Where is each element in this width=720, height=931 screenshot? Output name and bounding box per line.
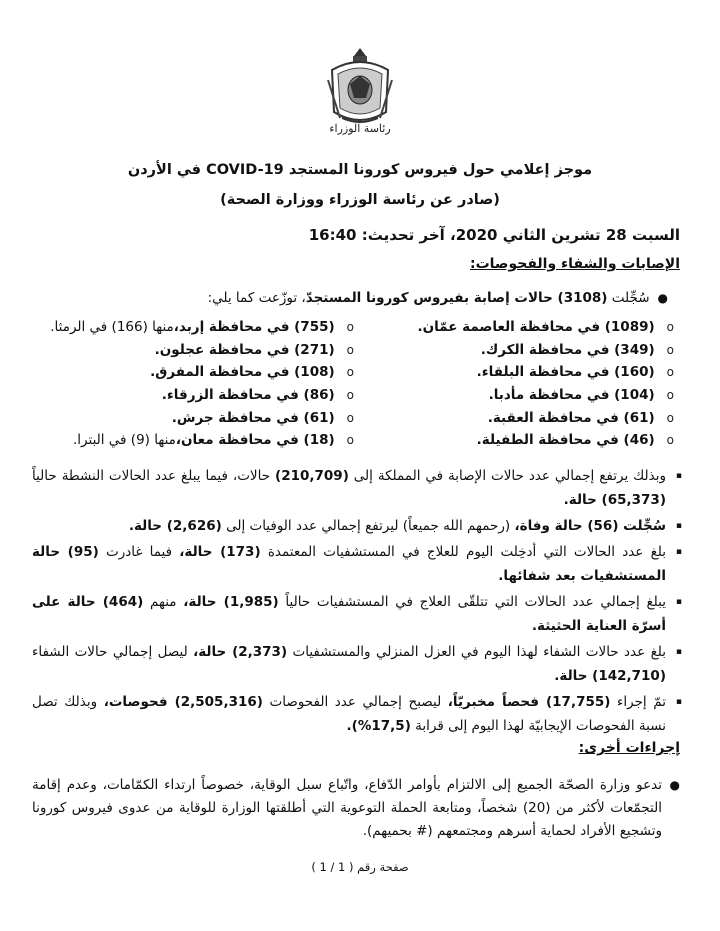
page-number: صفحة رقم ( 1 / 1 ) [311,860,409,874]
list-item: o (1089) في محافظة العاصمة عمّان. [417,319,674,336]
document-title: موجز إعلامي حول فيروس كورونا المستجد COVID-19 في الأردن [127,162,593,178]
circle-bullet-icon: o [666,410,674,425]
square-bullet-icon: ▪ [675,697,682,707]
dot-bullet-icon: ● [657,291,668,305]
other-measures-list [32,774,680,845]
list-item: o (18) في محافظة معان، منها (9) في البترا. [73,432,354,449]
tests-paragraph: ▪ تمّ إجراء (17,755) فحصاً مخبريّاً، ليصبح إجمالي عدد الفحوصات (2,505,316) فحوصات، وبذلك تصل نسبة الفحوصات الإيجابيّة لهذا اليوم إلى قرابة (17,5%). [32,690,682,738]
square-bullet-icon: ▪ [675,521,682,531]
list-item: o (104) في محافظة مأدبا. [488,387,674,404]
list-item: o (46) في محافظة الطفيلة. [476,432,674,449]
list-item: o (271) في محافظة عجلون. [154,341,354,358]
square-bullet-icon: ▪ [675,471,682,481]
emblem-caption: رئاسة الوزراء [329,122,391,135]
hospital-admissions-paragraph: ▪ بلغ عدد الحالات التي أدخِلت اليوم للعلاج في المستشفيات المعتمدة (173) حالة، فيما غادرت (95) حالة المستشفيات بعد شفائها. [32,540,682,588]
list-item: o (755) في محافظة إربد، منها (166) في الرمثا. [50,319,354,336]
list-item: o (61) في محافظة جرش. [171,409,354,426]
circle-bullet-icon: o [346,320,354,335]
summary-paragraphs [32,464,682,740]
deaths-paragraph: ▪ سُجِّلت (56) حالة وفاة، (رحمهم الله جميعاً) ليرتفع إجمالي عدد الوفيات إلى (2,626) حالة. [32,514,682,538]
circle-bullet-icon: o [346,410,354,425]
document-subtitle: (صادر عن رئاسة الوزراء ووزارة الصحة) [220,192,500,208]
circle-bullet-icon: o [346,388,354,403]
list-item: o (86) في محافظة الزرقاء. [161,387,354,404]
square-bullet-icon: ▪ [675,597,682,607]
section-heading-cases: الإصابات والشفاء والفحوصات: [470,256,680,272]
square-bullet-icon: ▪ [675,547,682,557]
dot-bullet-icon: ● [669,778,680,792]
list-item: o (108) في محافظة المفرق. [150,364,354,381]
circle-bullet-icon: o [346,342,354,357]
section-heading-other-measures: إجراءات أخرى: [578,740,680,756]
total-cases-paragraph: ▪ وبذلك يرتفع إجمالي عدد حالات الإصابة في المملكة إلى (210,709) حالات، فيما يبلغ عدد الحالات النشطة حالياً (65,373) حالة. [32,464,682,512]
circle-bullet-icon: o [666,433,674,448]
cases-intro: ●سُجِّلت (3108) حالات إصابة بفيروس كورونا المستجدّ، توزّعت كما يلي: [207,290,668,306]
circle-bullet-icon: o [346,365,354,380]
list-item: o (160) في محافظة البلقاء. [476,364,674,381]
hospitalized-total-paragraph: ▪ يبلغ إجمالي عدد الحالات التي تتلقّى العلاج في المستشفيات حالياً (1,985) حالة، منهم (464) حالة على أسرّة العناية الحثيثة. [32,590,682,638]
circle-bullet-icon: o [346,433,354,448]
circle-bullet-icon: o [666,342,674,357]
recoveries-paragraph: ▪ بلغ عدد حالات الشفاء لهذا اليوم في العزل المنزلي والمستشفيات (2,373) حالة، ليصل إجمالي حالات الشفاء (142,710) حالة. [32,640,682,688]
circle-bullet-icon: o [666,365,674,380]
governorate-breakdown [34,316,674,452]
list-item: o (61) في محافظة العقبة. [487,409,674,426]
circle-bullet-icon: o [666,388,674,403]
square-bullet-icon: ▪ [675,647,682,657]
circle-bullet-icon: o [666,320,674,335]
date-and-update-time: السبت 28 تشرين الثاني 2020، آخر تحديث: 16:40 [308,226,680,244]
list-item: o (349) في محافظة الكرك. [480,341,674,358]
health-ministry-advice-paragraph: ● تدعو وزارة الصحّة الجميع إلى الالتزام بأوامر الدّفاع، واتّباع سبل الوقاية، خصوصاً ارتداء الكمّامات، وعدم إقامة التجمّعات لأكثر من (20) شخصاً، ومتابعة الحملة التوعوية التي أطلقتها الوزارة للوقاية من عدوى فيروس كورونا وتشجيع الأفراد لحماية أسرهم ومجتمعهم (# بحميهم). [32,774,680,843]
